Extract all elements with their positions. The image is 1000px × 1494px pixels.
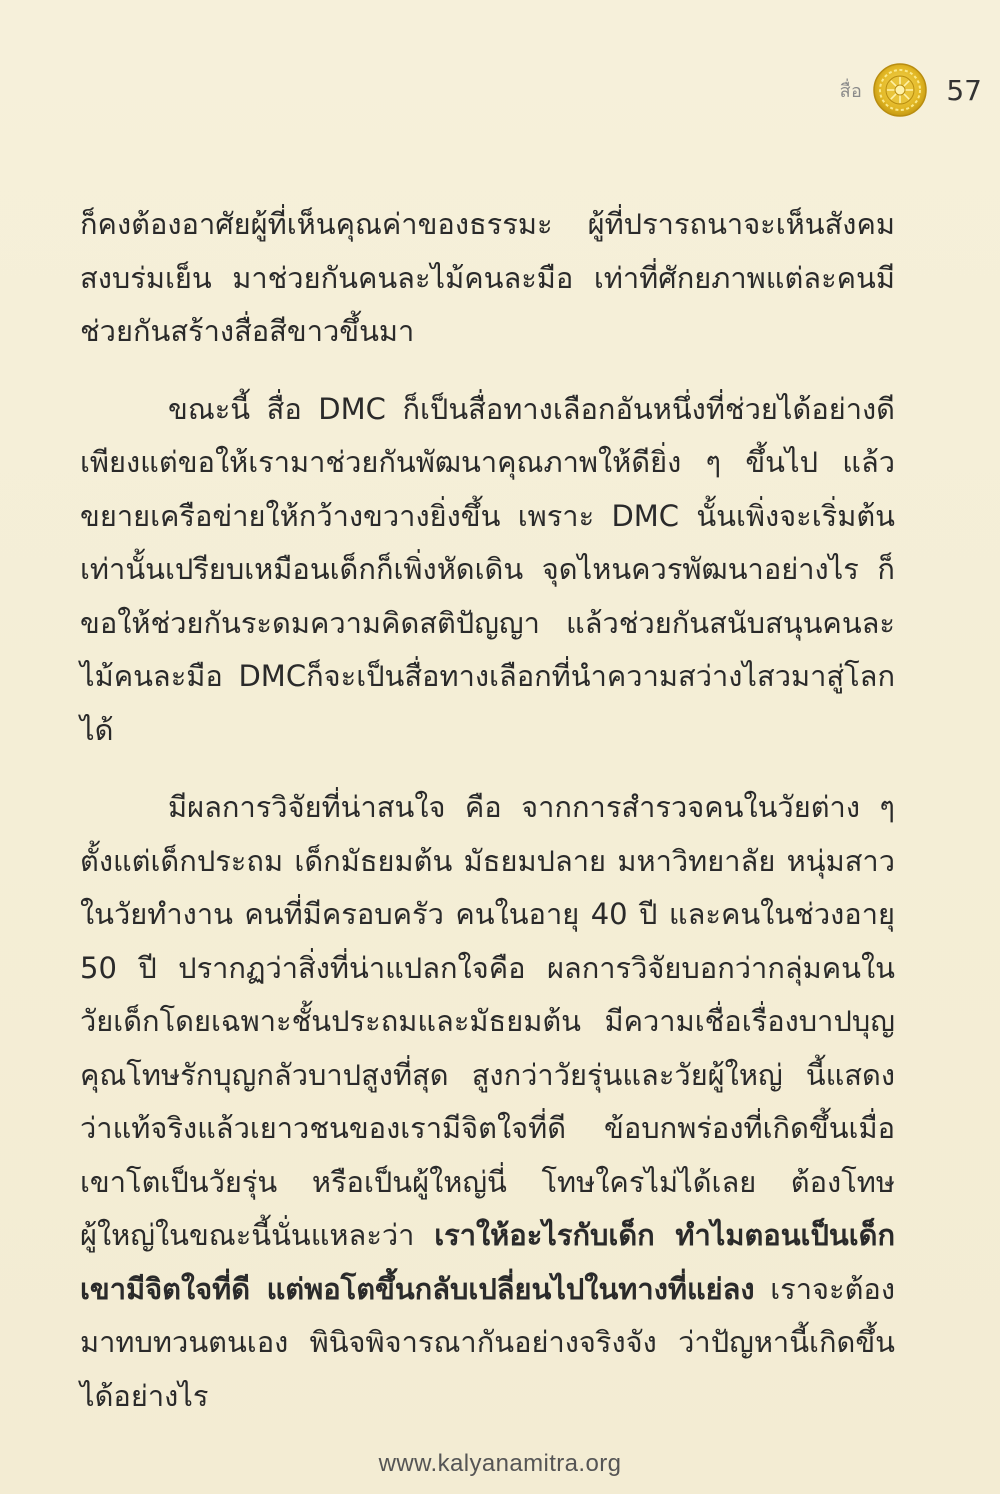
footer-url: www.kalyanamitra.org [378, 1450, 622, 1477]
dharma-wheel-icon [872, 62, 928, 118]
running-head: สื่อ [839, 80, 863, 102]
page-header [840, 62, 982, 118]
paragraph-3-tail: เราจะต้องมาทบทวนตนเอง พินิจพิจารณากันอย่างจริงจัง ว่าปัญหานี้เกิดขึ้นได้อย่างไร [80, 1271, 895, 1413]
paragraph-1: ก็คงต้องอาศัยผู้ที่เห็นคุณค่าของธรรมะ ผู้ที่ปรารถนาจะเห็นสังคมสงบร่มเย็น มาช่วยกันคนละไม้คนละมือ เท่าที่ศักยภาพแต่ละคนมี ช่วยกันสร้างสื่อสีขาวขึ้นมา [80, 207, 895, 348]
paragraph-3-text: มีผลการวิจัยที่น่าสนใจ คือ จากการสำรวจคนในวัยต่าง ๆ ตั้งแต่เด็กประถม เด็กมัธยมต้น มัธยมปลาย มหาวิทยาลัย หนุ่มสาวในวัยทำงาน คนที่มีครอบครัว คนในอายุ 40 ปี และคนในช่วงอายุ 50 ปี ปรากฏว่าสิ่งที่น่าแปลกใจคือ ผลการวิจัยบอกว่ากลุ่มคนในวัยเด็กโดยเฉพาะชั้นประถมและมัธยมต้น มีความเชื่อเรื่องบาปบุญคุณโทษรักบุญกลัวบาปสูงที่สุด สูงกว่าวัยรุ่นและวัยผู้ใหญ่ นี้แสดงว่าแท้จริงแล้วเยาวชนของเรามีจิตใจที่ดี ข้อบกพร่องที่เกิดขึ้นเมื่อเขาโตเป็นวัยรุ่น หรือเป็นผู้ใหญ่นี่ โทษใครไม่ได้เลย ต้องโทษผู้ใหญ่ในขณะนี้นั่นแหละว่า [80, 790, 895, 1252]
paragraph-3-emphasis: เราให้อะไรกับเด็ก ทำไมตอนเป็นเด็ก เขามีจิตใจที่ดี แต่พอโตขึ้นกลับเปลี่ยนไปในทางที่แย่ลง [80, 1218, 895, 1306]
paragraph-2: ขณะนี้ สื่อ DMC ก็เป็นสื่อทางเลือกอันหนึ่งที่ช่วยได้อย่างดีเพียงแต่ขอให้เรามาช่วยกันพัฒนาคุณภาพให้ดียิ่ง ๆ ขึ้นไป แล้วขยายเครือข่ายให้กว้างขวางยิ่งขึ้น เพราะ DMC นั้นเพิ่งจะเริ่มต้นเท่านั้นเปรียบเหมือนเด็กก็เพิ่งหัดเดิน จุดไหนควรพัฒนาอย่างไร ก็ขอให้ช่วยกันระดมความคิดสติปัญญา แล้วช่วยกันสนับสนุนคนละไม้คนละมือ DMCก็จะเป็นสื่อทางเลือกที่นำความสว่างไสวมาสู่โลกได้ [80, 391, 895, 747]
paragraph-3 [80, 781, 895, 1423]
page-number: 57 [946, 73, 982, 107]
body-text [80, 198, 895, 1447]
